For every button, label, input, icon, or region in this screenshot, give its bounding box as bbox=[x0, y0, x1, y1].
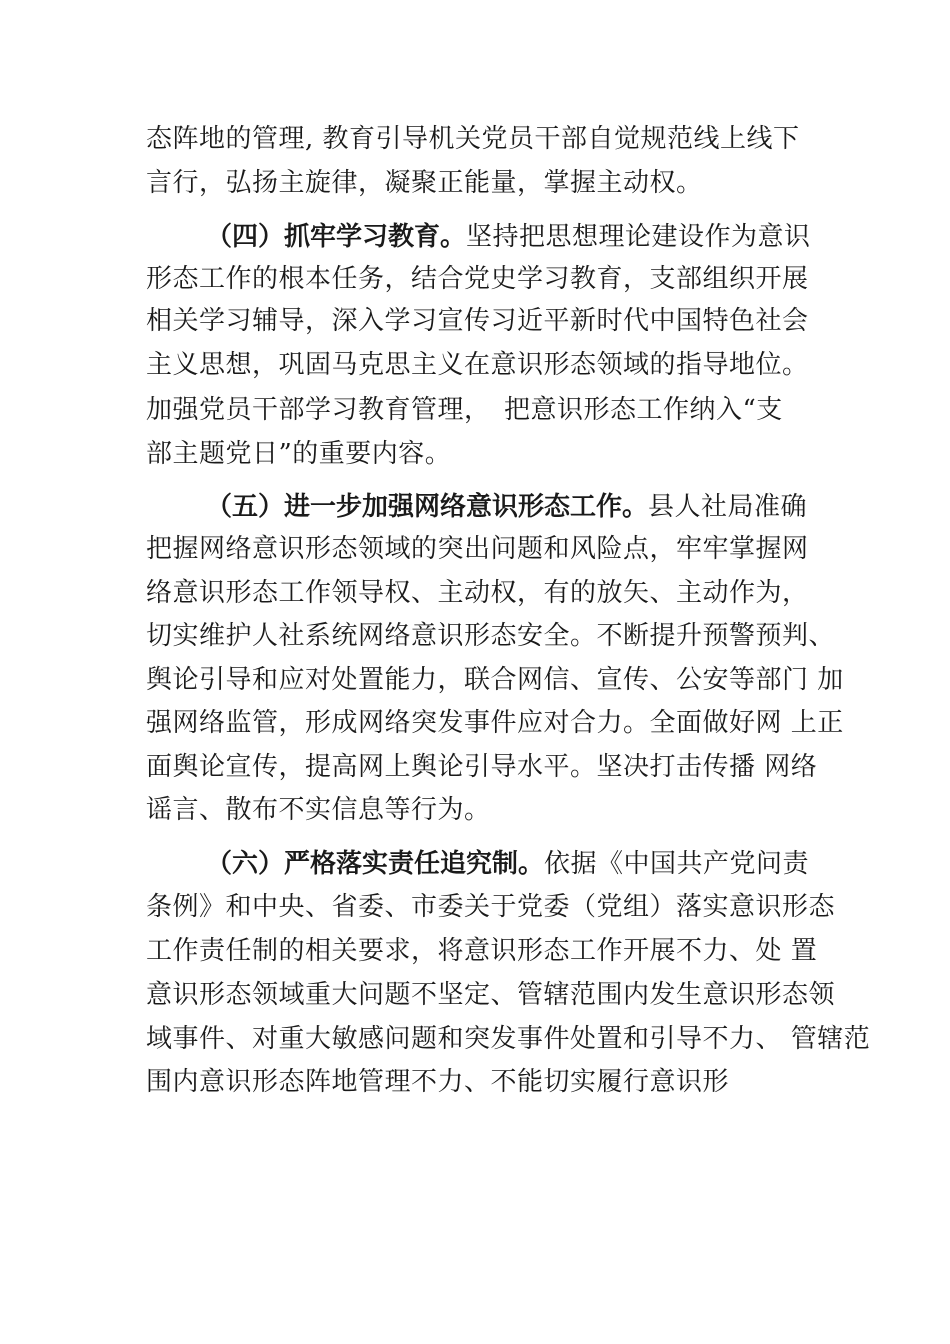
section-6-heading: （六）严格落实责任追究制。 bbox=[206, 849, 545, 879]
section-4-heading: （四）抓牢学习教育。 bbox=[206, 222, 467, 252]
body-line: 相关学习辅导，深入学习宣传习近平新时代中国特色社会 bbox=[146, 306, 809, 336]
body-text: 坚持把思想理论建设作为意识 bbox=[466, 222, 811, 252]
body-line: 意识形态领域重大问题不坚定、管辖范围内发生意识形态领 bbox=[146, 980, 836, 1010]
body-text: 依据《中国共产党问责 bbox=[544, 849, 810, 879]
body-line: 络意识形态工作领导权、主动权，有的放矢、主动作为， bbox=[146, 578, 809, 608]
section-6-paragraph-start bbox=[206, 849, 809, 879]
body-line: 部主题党日”的重要内容。 bbox=[146, 439, 452, 469]
body-line: 舆论引导和应对处置能力，联合网信、宣传、公安等部门 加 bbox=[146, 665, 844, 695]
body-line: 主义思想，巩固马克思主义在意识形态领域的指导地位。 bbox=[146, 350, 809, 380]
body-line: 面舆论宣传，提高网上舆论引导水平。坚决打击传播 网络 bbox=[146, 752, 818, 782]
body-line: 域事件、对重大敏感问题和突发事件处置和引导不力、 管辖范 bbox=[146, 1024, 871, 1054]
section-4-paragraph-start bbox=[206, 222, 811, 252]
body-line: 言行，弘扬主旋律，凝聚正能量，掌握主动权。 bbox=[146, 168, 703, 198]
body-text: 县人社局准确 bbox=[648, 492, 808, 522]
body-line: 切实维护人社系统网络意识形态安全。不断提升预警预判、 bbox=[146, 621, 836, 651]
body-line: 强网络监管，形成网络突发事件应对合力。全面做好网 上正 bbox=[146, 708, 844, 738]
body-line: 谣言、散布不实信息等行为。 bbox=[146, 795, 491, 825]
body-line: 态阵地的管理, 教育引导机关党员干部自觉规范线上线下 bbox=[146, 124, 800, 154]
body-line: 工作责任制的相关要求，将意识形态工作开展不力、处 置 bbox=[146, 936, 818, 966]
section-5-paragraph-start bbox=[206, 492, 807, 522]
body-line: 把握网络意识形态领域的突出问题和风险点，牢牢掌握网 bbox=[146, 534, 809, 564]
section-5-heading: （五）进一步加强网络意识形态工作。 bbox=[206, 492, 649, 522]
body-line: 围内意识形态阵地管理不力、不能切实履行意识形 bbox=[146, 1067, 730, 1097]
body-line: 条例》和中央、省委、市委关于党委（党组）落实意识形态 bbox=[146, 892, 836, 922]
body-line: 加强党员干部学习教育管理， 把意识形态工作纳入“支 bbox=[146, 395, 783, 425]
body-line: 形态工作的根本任务，结合党史学习教育，支部组织开展 bbox=[146, 264, 809, 294]
